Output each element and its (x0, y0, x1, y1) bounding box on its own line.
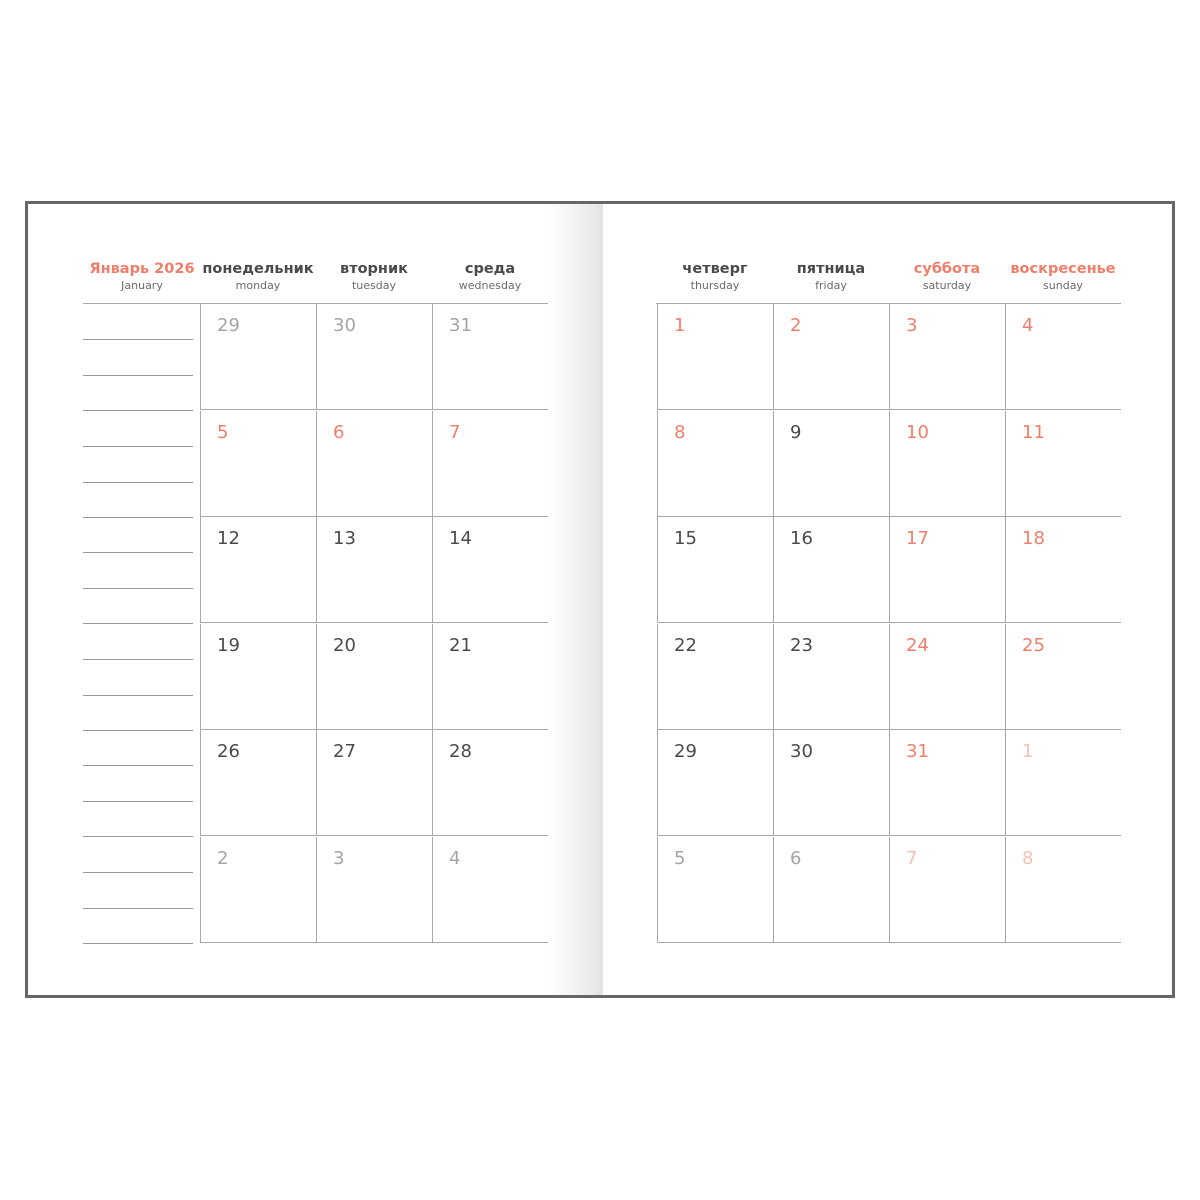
day-cell[interactable] (773, 730, 889, 836)
day-header-tuesday (316, 260, 432, 293)
day-number: 10 (906, 421, 929, 443)
day-number: 5 (674, 847, 686, 869)
day-cell[interactable] (200, 411, 316, 517)
day-number: 3 (906, 315, 918, 336)
day-cell[interactable] (657, 411, 773, 517)
day-number: 7 (449, 421, 461, 443)
day-number: 22 (674, 634, 697, 656)
notes-line (83, 517, 193, 518)
day-number: 30 (790, 741, 813, 762)
notes-line (83, 908, 193, 909)
day-cell[interactable] (316, 304, 432, 410)
day-name-ru: вторник (340, 261, 408, 277)
notes-line (83, 801, 193, 802)
day-cell[interactable] (773, 411, 889, 517)
day-cell[interactable] (1005, 304, 1121, 410)
day-number: 29 (674, 741, 697, 762)
day-name-en: monday (235, 279, 281, 292)
day-cell[interactable] (200, 837, 316, 943)
day-name-ru: понедельник (202, 261, 314, 277)
day-name-ru: четверг (682, 261, 748, 277)
page-fold (548, 204, 603, 995)
day-name-en: tuesday (351, 279, 397, 292)
notes-line (83, 836, 193, 837)
month-header (84, 260, 200, 293)
day-cell[interactable] (657, 837, 773, 943)
day-cell[interactable] (657, 517, 773, 623)
day-cell[interactable] (432, 837, 548, 943)
notes-line (83, 695, 193, 696)
notes-line (83, 339, 193, 340)
day-cell[interactable] (200, 624, 316, 730)
notes-line (83, 872, 193, 873)
notes-line (83, 623, 193, 624)
day-cell[interactable] (316, 730, 432, 836)
day-number: 2 (790, 315, 802, 336)
day-cell[interactable] (1005, 517, 1121, 623)
day-cell[interactable] (773, 304, 889, 410)
day-cell[interactable] (1005, 837, 1121, 943)
day-number: 7 (906, 847, 918, 869)
day-number: 9 (790, 421, 802, 443)
day-cell[interactable] (200, 517, 316, 623)
day-number: 8 (674, 421, 686, 443)
day-number: 12 (217, 528, 240, 549)
day-name-ru: пятница (796, 261, 866, 277)
day-cell[interactable] (657, 624, 773, 730)
day-number: 23 (790, 634, 813, 656)
day-number: 21 (449, 634, 472, 656)
day-cell[interactable] (432, 304, 548, 410)
day-number: 18 (1022, 528, 1045, 549)
notes-line (83, 482, 193, 483)
day-number: 25 (1022, 634, 1045, 656)
day-cell[interactable] (200, 730, 316, 836)
day-cell[interactable] (316, 411, 432, 517)
day-cell[interactable] (1005, 730, 1121, 836)
day-name-ru: воскресенье (1010, 261, 1116, 277)
day-number: 1 (674, 315, 686, 336)
day-cell[interactable] (889, 624, 1005, 730)
day-number: 24 (906, 634, 929, 656)
day-number: 13 (333, 528, 356, 549)
notes-line (83, 765, 193, 766)
day-header-saturday (889, 260, 1005, 293)
day-cell[interactable] (432, 411, 548, 517)
day-cell[interactable] (1005, 624, 1121, 730)
day-number: 26 (217, 741, 240, 762)
day-cell[interactable] (773, 517, 889, 623)
day-number: 14 (449, 528, 472, 549)
notes-line (83, 375, 193, 376)
day-name-en: thursday (690, 279, 740, 292)
day-cell[interactable] (1005, 411, 1121, 517)
day-number: 2 (217, 847, 229, 869)
day-cell[interactable] (889, 517, 1005, 623)
day-name-en: wednesday (458, 279, 522, 292)
day-cell[interactable] (889, 304, 1005, 410)
day-number: 5 (217, 421, 229, 443)
day-cell[interactable] (773, 624, 889, 730)
day-number: 19 (217, 634, 240, 656)
day-cell[interactable] (316, 624, 432, 730)
day-number: 16 (790, 528, 813, 549)
day-cell[interactable] (889, 411, 1005, 517)
day-cell[interactable] (889, 730, 1005, 836)
day-cell[interactable] (432, 624, 548, 730)
day-cell[interactable] (773, 837, 889, 943)
day-number: 11 (1022, 421, 1045, 443)
day-name-ru: среда (464, 261, 516, 277)
day-number: 15 (674, 528, 697, 549)
day-cell[interactable] (200, 304, 316, 410)
day-header-thursday (657, 260, 773, 293)
day-number: 30 (333, 315, 356, 336)
day-cell[interactable] (316, 517, 432, 623)
day-number: 6 (333, 421, 345, 443)
day-header-sunday (1005, 260, 1121, 293)
day-name-en: saturday (922, 279, 972, 292)
day-cell[interactable] (316, 837, 432, 943)
day-header-wednesday (432, 260, 548, 293)
day-cell[interactable] (889, 837, 1005, 943)
day-cell[interactable] (432, 730, 548, 836)
notes-line (83, 730, 193, 731)
notes-line (83, 446, 193, 447)
day-number: 20 (333, 634, 356, 656)
day-number: 4 (1022, 315, 1034, 336)
day-number: 27 (333, 741, 356, 762)
day-header-monday (200, 260, 316, 293)
day-number: 17 (906, 528, 929, 549)
day-number: 29 (217, 315, 240, 336)
day-number: 1 (1022, 741, 1034, 762)
day-number: 28 (449, 741, 472, 762)
notes-line (83, 943, 193, 944)
notes-line (83, 552, 193, 553)
day-number: 8 (1022, 847, 1034, 869)
month-title: Январь 2026 (89, 261, 195, 277)
day-cell[interactable] (432, 517, 548, 623)
day-header-friday (773, 260, 889, 293)
day-cell[interactable] (657, 730, 773, 836)
month-subtitle: January (121, 279, 163, 292)
day-cell[interactable] (657, 304, 773, 410)
day-number: 31 (449, 315, 472, 336)
day-name-en: friday (815, 279, 847, 292)
day-number: 31 (906, 741, 929, 762)
planner-spread (25, 201, 1175, 998)
notes-line (83, 410, 193, 411)
day-name-ru: суббота (913, 261, 981, 277)
notes-line (83, 659, 193, 660)
day-number: 6 (790, 847, 802, 869)
day-number: 4 (449, 847, 461, 869)
notes-line (83, 588, 193, 589)
day-number: 3 (333, 847, 345, 869)
day-name-en: sunday (1043, 279, 1083, 292)
